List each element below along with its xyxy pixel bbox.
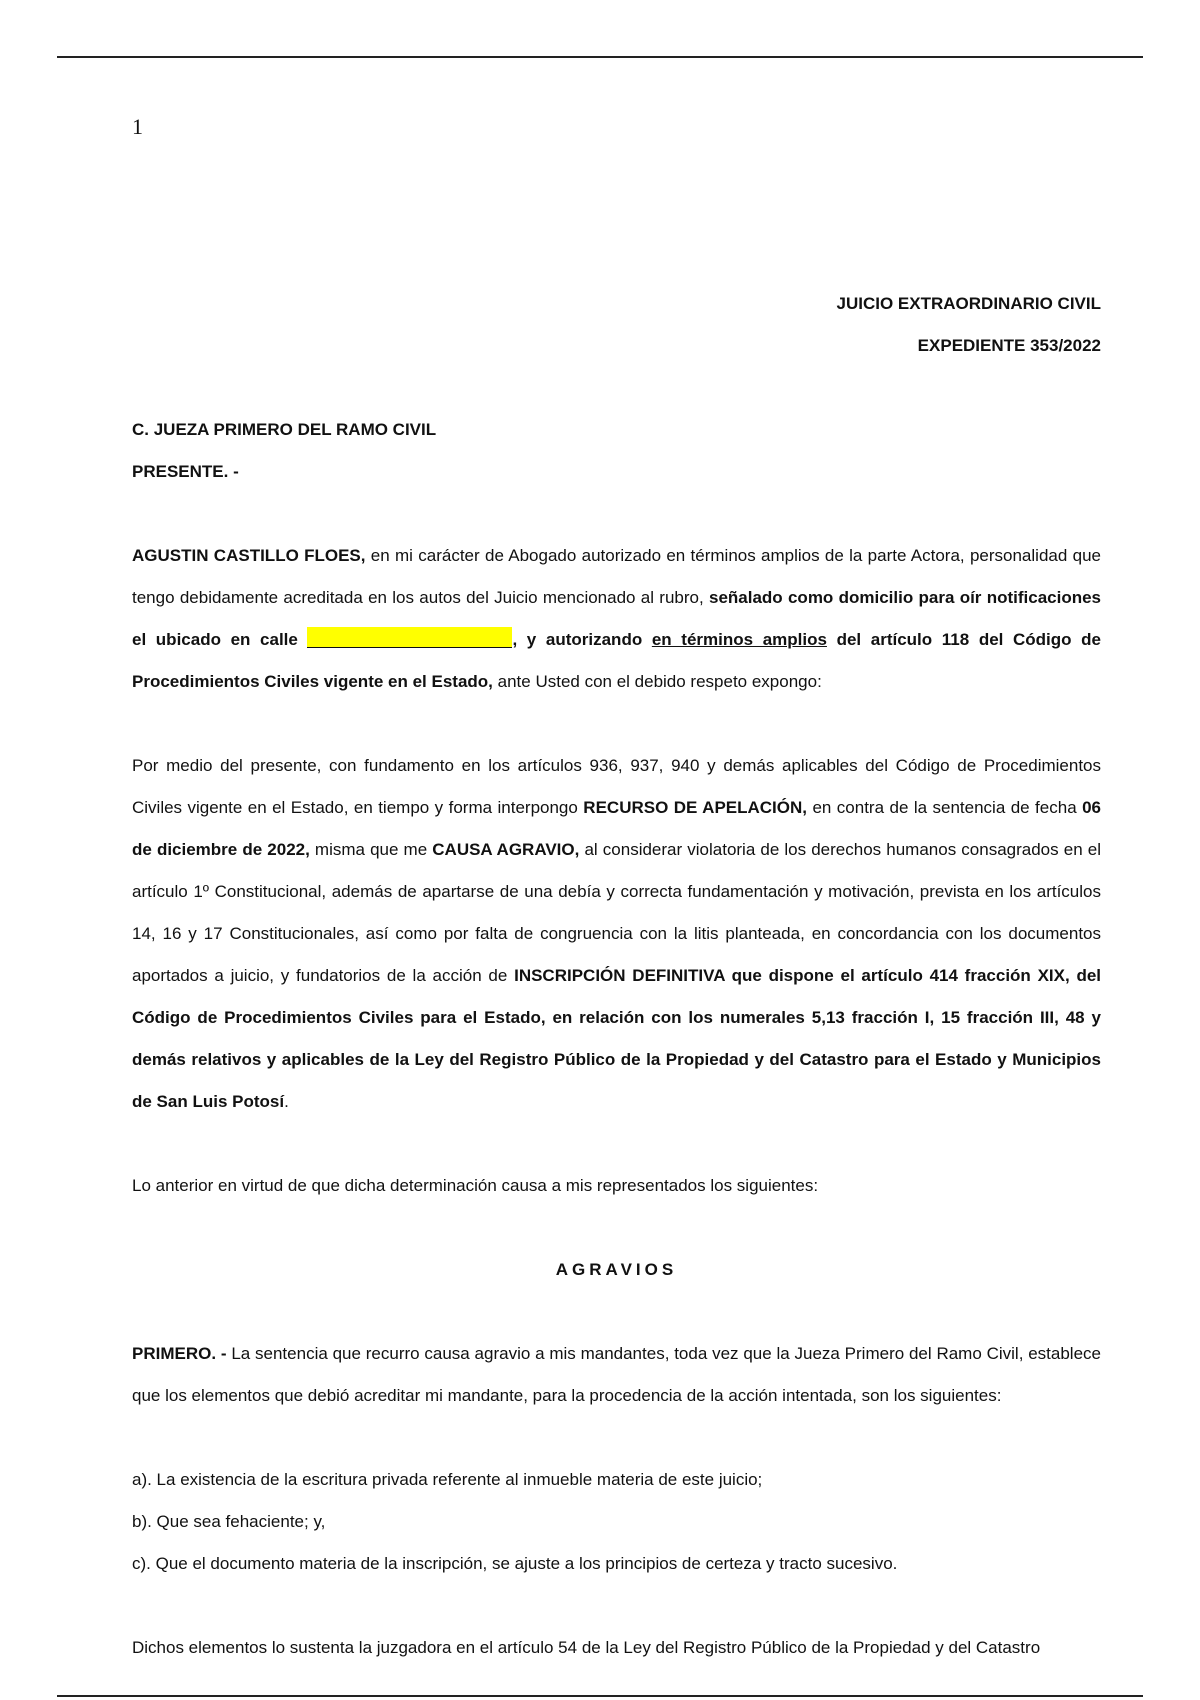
page-number: 1 (132, 114, 143, 139)
transition-paragraph: Lo anterior en virtud de que dicha determinación causa a mis representados los siguientes: (132, 1176, 819, 1195)
primero-label: PRIMERO. - (132, 1344, 227, 1363)
list-item: b). Que sea fehaciente; y, (132, 1512, 326, 1531)
case-type: JUICIO EXTRAORDINARIO CIVIL (836, 294, 1101, 313)
list-item: a). La existencia de la escritura privada referente al inmueble materia de este juicio; (132, 1470, 763, 1489)
primero-paragraph: PRIMERO. - La sentencia que recurro causa agravio a mis mandantes, toda vez que la Jueza Primero del Ramo Civil, establece que los elementos que debió acreditar mi mandante, para la procedencia de la acción intentada, son los siguientes: (132, 1344, 1101, 1405)
bottom-rule (57, 1695, 1143, 1697)
case-number: EXPEDIENTE 353/2022 (917, 336, 1101, 355)
appeal-paragraph: Por medio del presente, con fundamento en los artículos 936, 937, 940 y demás aplicables del Código de Procedimientos Civiles vigente en el Estado, en tiempo y forma interpongo RECURSO DE APELACIÓN, en contra de la sentencia de fecha 06 de diciembre de 2022, misma que me CAUSA AGRAVIO, al considerar violatoria de los derechos humanos consagrados en el artículo 1º Constitucional, además de apartarse de una debía y correcta fundamentación y motivación, prevista en los artículos 14, 16 y 17 Constitucionales, así como por falta de congruencia con la litis planteada, en concordancia con los documentos aportados a juicio, y fundatorios de la acción de INSCRIPCIÓN DEFINITIVA que dispone el artículo 414 fracción XIX, del Código de Procedimientos Civiles para el Estado, en relación con los numerales 5,13 fracción I, 15 fracción III, 48 y demás relativos y aplicables de la Ley del Registro Público de la Propiedad y del Catastro para el Estado y Municipios de San Luis Potosí. (132, 756, 1102, 1111)
document-body (132, 283, 1101, 1669)
intro-paragraph: AGUSTIN CASTILLO FLOES, en mi carácter de Abogado autorizado en términos amplios de la parte Actora, personalidad que tengo debidamente acreditada en los autos del Juicio mencionado al rubro, señalado como domicilio para oír notificaciones el ubicado en calle , y autorizando en términos amplios del artículo 118 del Código de Procedimientos Civiles vigente en el Estado, ante Usted con el debido respeto expongo: (132, 546, 1102, 691)
continuation-line: Dichos elementos lo sustenta la juzgadora en el artículo 54 de la Ley del Registro Público de la Propiedad y del Catastro (132, 1638, 1041, 1657)
author-name: AGUSTIN CASTILLO FLOES, (132, 546, 366, 565)
addressee-presente: PRESENTE. - (132, 462, 239, 481)
address-blank-highlight (307, 627, 512, 648)
addressee-line: C. JUEZA PRIMERO DEL RAMO CIVIL (132, 420, 437, 439)
section-heading: AGRAVIOS (555, 1260, 678, 1279)
list-item: c). Que el documento materia de la inscripción, se ajuste a los principios de certeza y tracto sucesivo. (132, 1554, 898, 1573)
top-rule (57, 56, 1143, 58)
